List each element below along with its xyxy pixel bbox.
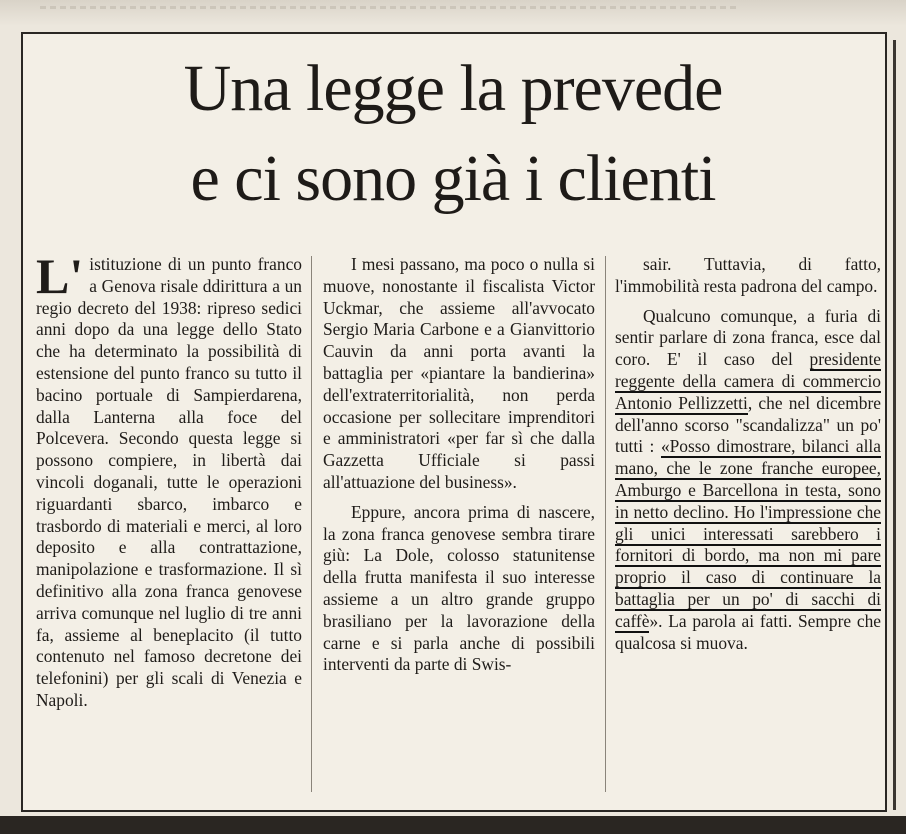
pellizzetti-text-b: , che nel dicembre dell'anno scorso "scandalizza" un po' tutti : [615, 392, 882, 457]
article-column-2 [323, 254, 595, 676]
headline-line-2: e ci sono già i clienti [190, 142, 716, 215]
article-column-1 [36, 248, 302, 712]
underlined-quote: «Posso dimostrare, bilanci alla mano, che le zone franche europee, Amburgo e Barcellona in testa, sono in netto declino. Ho l'impressione che gli unici interessati sarebbero i fornitori di bordo, ma non mi pare proprio il caso di continuare la battaglia per un po' di sacchi di caffè [615, 436, 881, 631]
page-top-bleed [0, 0, 906, 26]
article-column-3 [615, 254, 881, 654]
column-divider-1 [311, 256, 312, 792]
column-divider-2 [605, 256, 606, 792]
bottom-dark-band [0, 816, 906, 834]
underlined-president: presidente reggente della camera di commercio Antonio Pellizzetti [615, 349, 881, 413]
headline [40, 44, 866, 224]
paragraph-immobility: sair. Tuttavia, di fatto, l'immobilità resta padrona del campo. [615, 254, 881, 296]
pellizzetti-text-c: ». La parola ai fatti. Sempre che qualcosa si muova. [615, 610, 881, 653]
paragraph-dole: Eppure, ancora prima di nascere, la zona franca genovese sembra tirare giù: La Dole, colosso statunitense della frutta manifesta il suo interesse assieme a un altro grande gruppo brasiliano per la lavorazione della carne e si parla anche di possibili interventi da parte di Swis- [323, 501, 595, 675]
bleed-text-trace [40, 6, 740, 9]
paragraph-intro-text: istituzione di un punto franco a Genova risale ddirittura a un regio decreto del 1938: ripreso sedici anni dopo da una legge dello Stato che ha determinato la possibilità di estensione del punto franco su tutto il bacino portuale di Sampierdarena, dalla Lanterna alla foce del Polcevera. Secondo questa legge si possono compiere, in libertà dai vincoli doganali, tutte le operazioni riguardanti sbarco, imbarco e trasbordo di materiali e merci, al loro deposito e alla contrattazione, manipolazione e trasformazione. Il sì definitivo alla zona franca genovese arriva comunque nel luglio di tre anni fa, assieme al beneplacito (il tutto contenuto nel famoso decretone dei telefonini) per gli scali di Venezia e Napoli. [36, 254, 302, 710]
right-edge-rule [893, 40, 896, 810]
headline-line-1: Una legge la prevede [183, 52, 723, 125]
drop-cap: L' [36, 248, 84, 304]
pellizzetti-text-a: Qualcuno comunque, a furia di sentir parlare di zona franca, esce dal coro. E' il caso del [615, 305, 881, 370]
paragraph-pellizzetti [615, 306, 881, 655]
paragraph-intro [36, 248, 302, 712]
paragraph-uckmar: I mesi passano, ma poco o nulla si muove, nonostante il fiscalista Victor Uckmar, che assieme all'avvocato Sergio Maria Carbone e a Gianvittorio Cauvin da anni porta avanti la battaglia per «piantare la bandierina» dell'extraterritorialità, non perda occasione per sollecitare imprenditori e amministratori «per far sì che dalla Gazzetta Ufficiale si passi all'attuazione del business». [323, 254, 595, 492]
